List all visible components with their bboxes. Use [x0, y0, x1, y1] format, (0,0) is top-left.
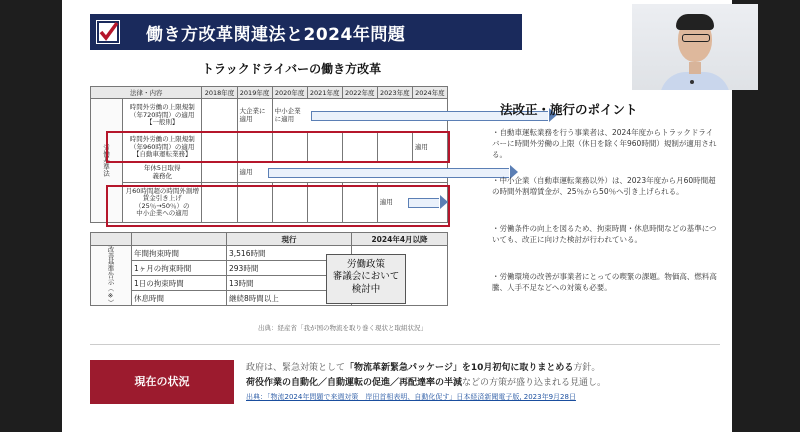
timeline-cell: 適用	[377, 183, 447, 223]
title-bar	[90, 14, 522, 50]
section-label: 労働基準法	[91, 99, 123, 223]
year-header: 2021年度	[307, 87, 342, 99]
timeline-cell: 適用	[412, 133, 447, 163]
year-header: 2020年度	[272, 87, 307, 99]
row-label: 休息時間	[132, 291, 227, 306]
timeline-cell: 大企業に 適用	[237, 99, 272, 133]
status-label: 現在の状況	[90, 360, 234, 404]
year-header: 2019年度	[237, 87, 272, 99]
timeline-cell: 中小企業 に適用	[272, 99, 447, 133]
table-title: トラックドライバーの働き方改革	[202, 62, 382, 76]
row-current: 293時間	[227, 261, 352, 276]
slide-title: 働き方改革関連法と2024年問題	[146, 25, 406, 45]
year-header: 2024年度	[412, 87, 447, 99]
row-label: 1ヶ月の拘束時間	[132, 261, 227, 276]
law-cell: 時間外労働の上限規制 （年720時間）の適用 【一般則】	[123, 99, 202, 133]
header-future: 2024年4月以降	[352, 233, 448, 246]
divider	[90, 344, 720, 345]
timeline-cell: 適用	[237, 163, 447, 183]
header-current: 現行	[227, 233, 352, 246]
bullet-point: ・労働環境の改善が事業者にとっての喫緊の課題。物価高、燃料高騰、人手不足などへの対策も必要。	[492, 272, 717, 292]
glasses-icon	[682, 34, 710, 42]
law-cell: 年休5日取得 義務化	[123, 163, 202, 183]
row-current: 13時間	[227, 276, 352, 291]
bullet-point: ・労働条件の向上を図るため、拘束時間・休息時間などの基準についても、改正に向けた検討が行われている。	[492, 224, 717, 244]
law-cell: 月60時間超の時間外割増 賃金引き上げ （25％→50％）の 中小企業への適用	[123, 183, 202, 223]
arrow-icon	[268, 168, 509, 178]
row-label: 年間拘束時間	[132, 246, 227, 261]
source-note: 出典：経産省「我が国の物流を取り巻く現状と取組状況」	[258, 324, 427, 332]
source-link[interactable]: 出典：「物流2024年問題で来週対策 岸田首相表明、自動化促す」日本経済新聞電子版, 2023年9月28日	[246, 393, 576, 401]
highlight-frame	[106, 131, 450, 163]
bullet-point: ・自動車運転業務を行う事業者は、2024年度からトラックドライバーに時間外労働の上限（休日を除く年960時間）規制が適用される。	[492, 128, 717, 159]
presenter-webcam	[632, 4, 758, 90]
year-header: 2023年度	[377, 87, 412, 99]
law-cell: 時間外労働の上限規制 （年960時間）の適用 【自動車運転業務】	[123, 133, 202, 163]
points-title: 法改正・施行のポイント	[500, 102, 638, 117]
year-header: 2022年度	[342, 87, 377, 99]
checkbox-check-icon	[96, 20, 120, 44]
row-label: 1日の拘束時間	[132, 276, 227, 291]
under-review-box: 労働政策 審議会において 検討中	[326, 254, 406, 304]
status-line: 政府は、緊急対策として「物流革新緊急パッケージ」を10月初旬に取りまとめる方針。	[246, 363, 601, 373]
microphone-icon	[690, 80, 694, 84]
header-law: 法律・内容	[91, 87, 202, 99]
bullet-point: ・中小企業（自動車運転業務以外）は、2023年度から月60時間超の時間外割増賃金が、25％から50％へ引き上げられる。	[492, 176, 716, 196]
status-line: 荷役作業の自動化／自動運転の促進／再配達率の半減などの方策が盛り込まれる見通し。	[246, 378, 607, 388]
section-label: 改善基準告示（※）	[91, 246, 132, 306]
row-current: 継続8時間以上	[227, 291, 352, 306]
year-header: 2018年度	[202, 87, 237, 99]
row-current: 3,516時間	[227, 246, 352, 261]
